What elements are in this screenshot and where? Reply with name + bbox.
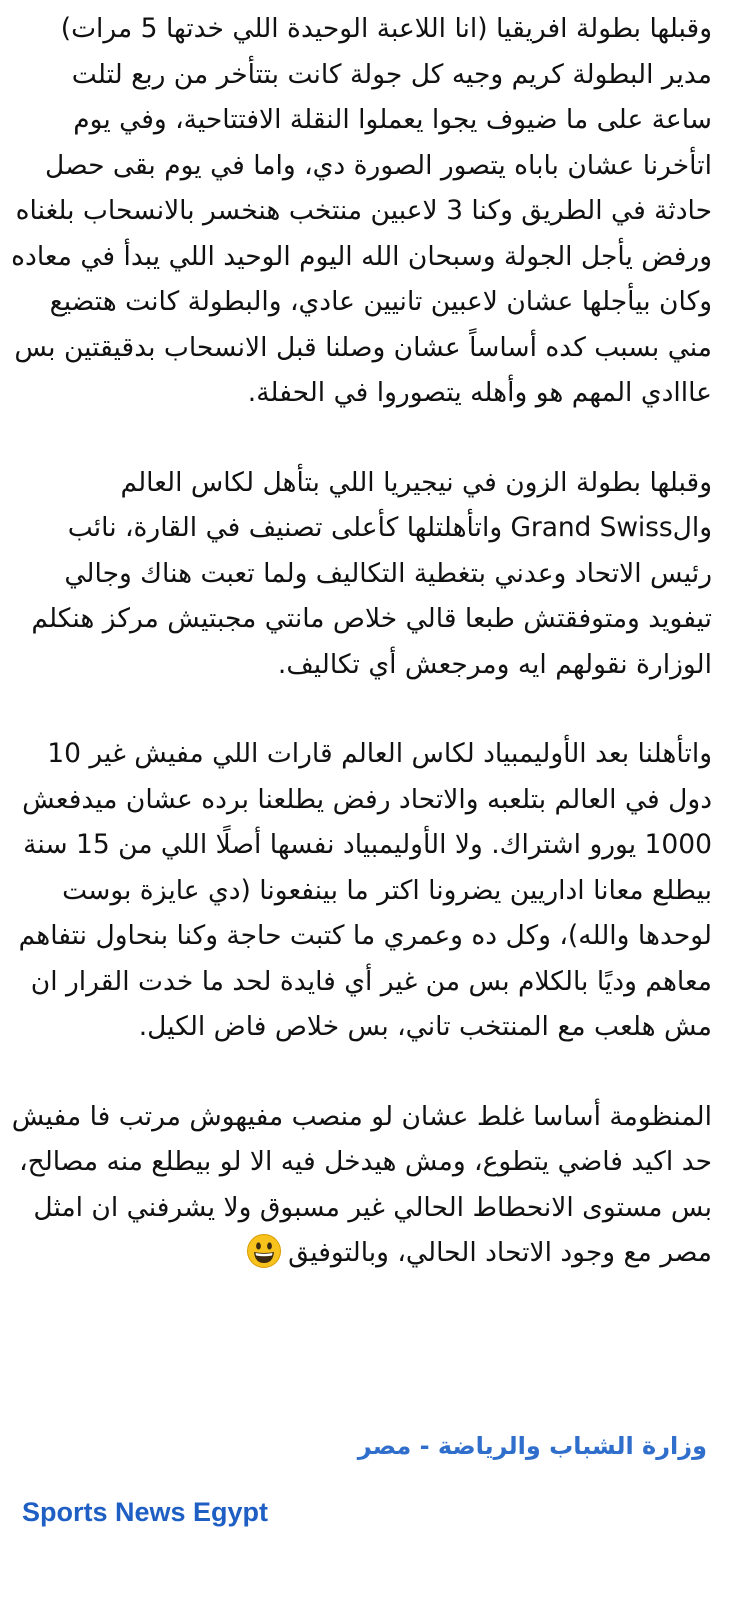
paragraph-spacer: [10, 687, 712, 731]
paragraph-africa-championship: وقبلها بطولة افريقيا (انا اللاعبة الوحيدة اللي خدتها 5 مرات) مدير البطولة كريم وجيه كل جولة كانت بتتأخر من ربع لتلت ساعة على ما ضيوف يجوا يعملوا النقلة الافتتاحية، وفي يوم اتأخرنا عشان باباه يتصور الصورة دي، واما في يوم بقى حصل حادثة في الطريق وكنا 3 لاعبين منتخب هنخسر بالانسحاب بلغناه ورفض يأجل الجولة وسبحان الله اليوم الوحيد اللي يبدأ في معاده وكان بيأجلها عشان لاعبين تانيين عادي، والبطولة كانت هتضيع مني بسبب كده أساساً عشان وصلنا قبل الانسحاب بدقيقتين بس عااادي المهم هو وأهله يتصوروا في الحفلة.: [11, 13, 712, 408]
paragraph-olympiad: واتأهلنا بعد الأوليمبياد لكاس العالم قارات اللي مفيش غير 10 دول في العالم بتلعبه والاتحاد رفض يطلعنا برده عشان ميدفعش 1000 يورو اشتراك. ولا الأوليمبياد نفسها أصلًا اللي من 15 سنة بيطلع معانا اداريين يضرونا اكتر ما بينفعونا (دي عايزة بوست لوحدها والله)، وكل ده وعمري ما كتبت حاجة وكنا بنحاول نتفاهم معاهم وديًا بالكلام بس من غير أي فايدة لحد ما خدت القرار ان مش هلعب مع المنتخب تاني، بس خلاص فاض الكيل.: [18, 738, 712, 1042]
paragraph-spacer: [10, 1050, 712, 1094]
post-body: [10, 0, 712, 1276]
paragraph-zone-championship: وقبلها بطولة الزون في نيجيريا اللي بتأهل لكاس العالم والGrand Swiss واتأهلتلها كأعلى تصنيف في القارة، نائب رئيس الاتحاد وعدني بتغطية التكاليف ولما تعبت هناك وجالي تيفويد ومتوفقتش طبعا قالي خلاص مانتي مجبتيش مركز هنكلم الوزارة نقولهم ايه ومرجعش أي تكاليف.: [31, 466, 712, 680]
closing-text: المنظومة أساسا غلط عشان لو منصب مفيهوش مرتب فا مفيش حد اكيد فاضي يتطوع، ومش هيدخل فيه الا لو بيطلع منه مصالح، بس مستوى الانحطاط الحالي غير مسبوق ولا يشرفني ان امثل مصر مع وجود الاتحاد الحالي، وبالتوفيق: [11, 1100, 712, 1268]
sports-news-egypt-link[interactable]: Sports News Egypt: [22, 1497, 269, 1527]
ministry-tag-link[interactable]: وزارة الشباب والرياضة - مصر: [357, 1432, 707, 1460]
paragraph-closing: [10, 1094, 712, 1276]
grinning-face-emoji-icon: [246, 1233, 282, 1269]
paragraph-spacer: [10, 416, 712, 460]
